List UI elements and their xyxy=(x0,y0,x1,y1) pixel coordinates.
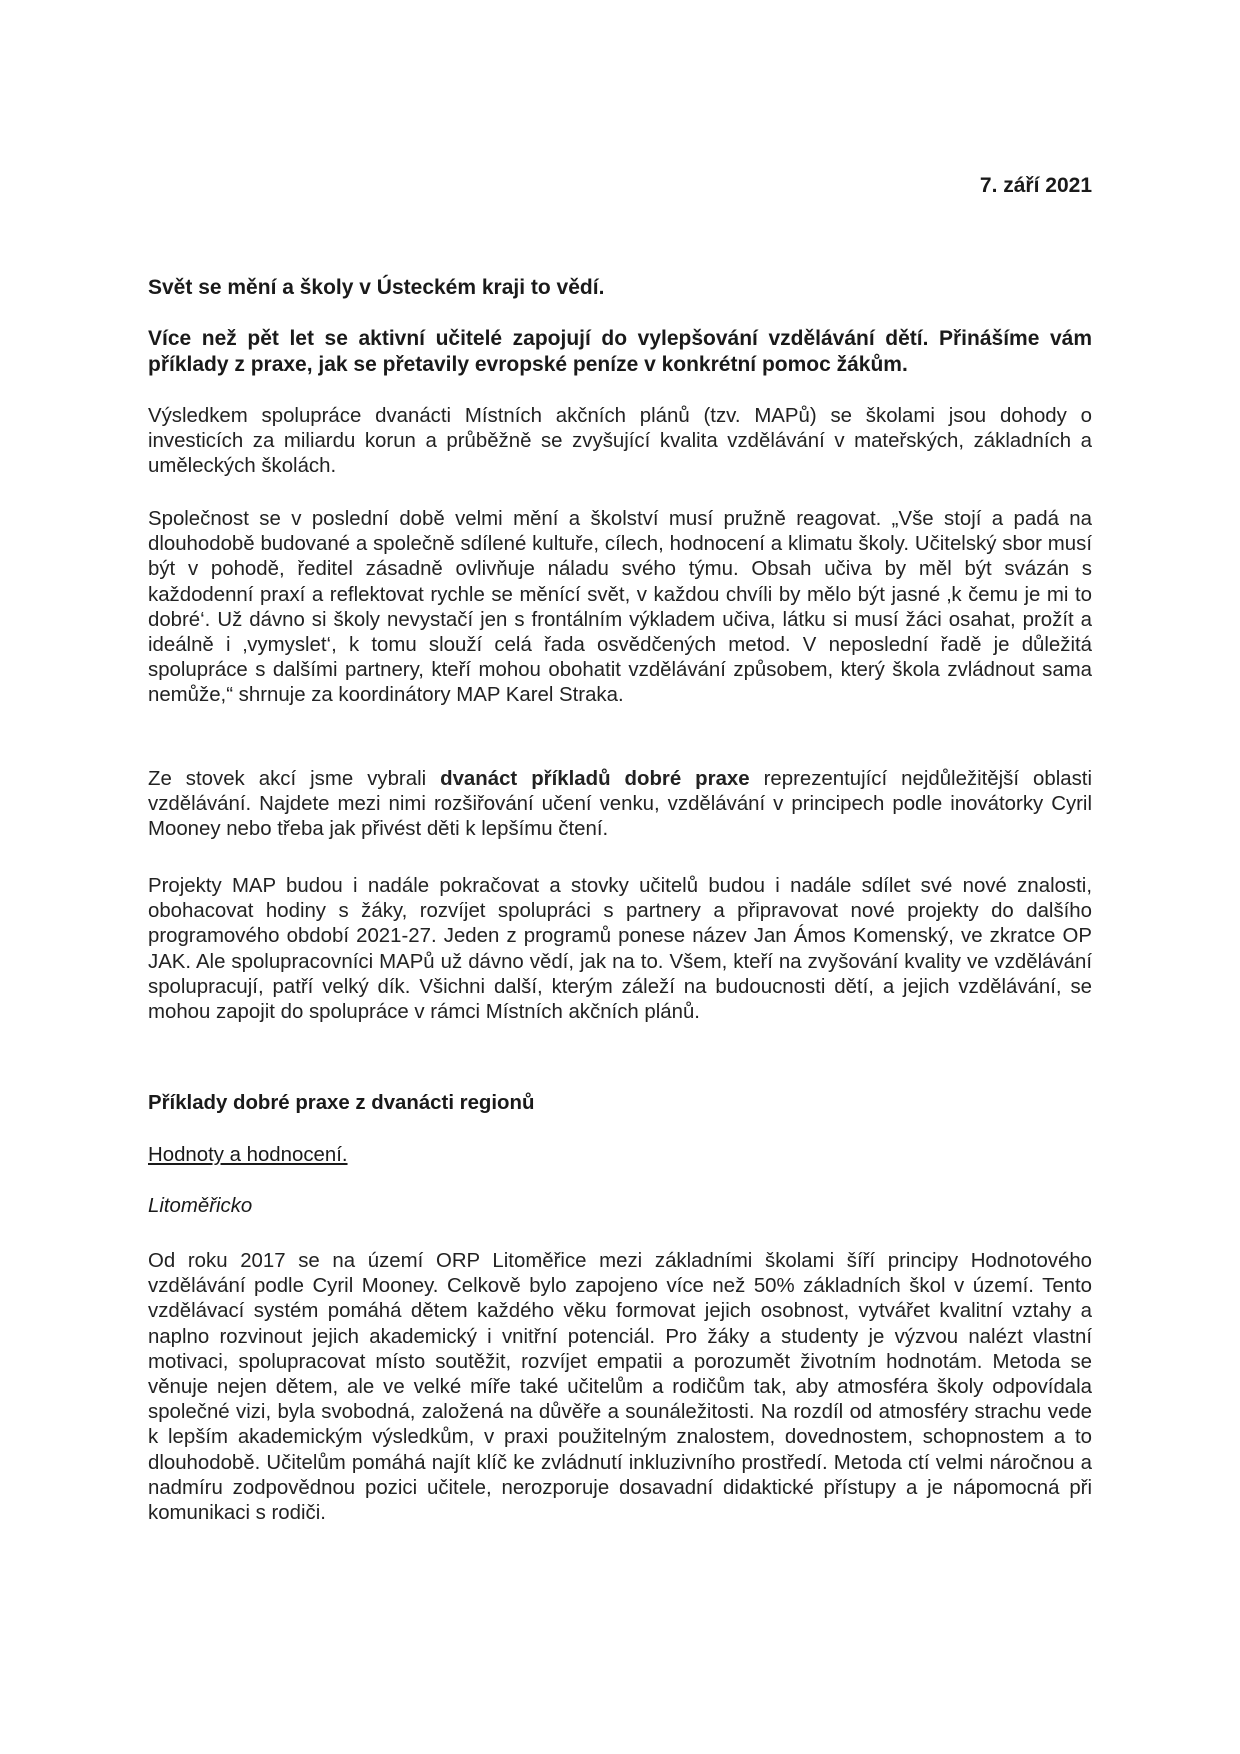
document-date: 7. září 2021 xyxy=(979,174,1092,197)
document-lead: Více než pět let se aktivní učitelé zapojují do vylepšování vzdělávání dětí. Přinášíme vám příklady z praxe, jak se přetavily evropské peníze v konkrétní pomoc žákům. xyxy=(148,327,1092,376)
paragraph-examples xyxy=(148,767,1092,843)
region-name: Litoměřicko xyxy=(148,1195,253,1217)
paragraph-examples-start: Ze stovek akcí jsme vybrali xyxy=(148,768,441,790)
paragraph-examples-highlight: dvanáct příkladů dobré praxe xyxy=(440,768,750,790)
section-title: Příklady dobré praxe z dvanácti regionů xyxy=(148,1092,535,1114)
document-headline: Svět se mění a školy v Ústeckém kraji to vědí. xyxy=(148,276,605,299)
paragraph-results: Výsledkem spolupráce dvanácti Místních akčních plánů (tzv. MAPů) se školami jsou dohody o investicích za miliardu korun a průběžně se zvyšující kvalita vzdělávání v mateřských, základních a uměleckých školách. xyxy=(148,405,1092,478)
paragraph-region-description: Od roku 2017 se na území ORP Litoměřice mezi základními školami šíří principy Hodnotového vzdělávání podle Cyril Mooney. Celkově bylo zapojeno více než 50% základních škol v území. Tento vzdělávací systém pomáhá dětem každého věku formovat jejich osobnost, vytvářet kvalitní vztahy a naplno rozvinout jejich akademický i vnitřní potenciál. Pro žáky a studenty je výzvou nalézt vlastní motivaci, spolupracovat místo soutěžit, rozvíjet empatii a porozumět životním hodnotám. Metoda se věnuje nejen dětem, ale ve velké míře také učitelům a rodičům tak, aby atmosféra školy odpovídala společné vizi, byla svobodná, založená na důvěře a sounáležitosti. Na rozdíl od atmosféry strachu vede k lepším akademickým výsledkům, v praxi použitelným znalostem, dovednostem, schopnostem a to dlouhodobě. Učitelům pomáhá najít klíč ke zvládnutí inkluzivního prostředí. Metoda ctí velmi náročnou a nadmíru zodpovědnou pozici učitele, nerozporuje dosavadní didaktické přístupy a je nápomocná při komunikaci s rodiči. xyxy=(148,1250,1092,1525)
paragraph-quote: Společnost se v poslední době velmi mění a školství musí pružně reagovat. „Vše stojí a padá na dlouhodobě budované a společně sdílené kultuře, cílech, hodnocení a klimatu školy. Učitelský sbor musí být v pohodě, ředitel zásadně ovlivňuje náladu svého týmu. Obsah učiva by měl být svázán s každodenní praxí a reflektovat rychle se měnící svět, v každou chvíli by mělo být jasné ‚k čemu je mi to dobré‘. Už dávno si školy nevystačí jen s frontálním výkladem učiva, látku si musí žáci osahat, prožít a ideálně i ‚vymyslet‘, k tomu slouží celá řada osvědčených metod. V neposlední řadě je důležitá spolupráce s dalšími partnery, kteří mohou obohatit vzdělávání způsobem, který škola zvládnout sama nemůže,“ shrnuje za koordinátory MAP Karel Straka. xyxy=(148,508,1092,707)
paragraph-future: Projekty MAP budou i nadále pokračovat a stovky učitelů budou i nadále sdílet své nové znalosti, obohacovat hodiny s žáky, rozvíjet spolupráci s partnery a připravovat nové projekty do dalšího programového období 2021-27. Jeden z programů ponese název Jan Ámos Komenský, ve zkratce OP JAK. Ale spolupracovníci MAPů už dávno vědí, jak na to. Všem, kteří na zvyšování kvality ve vzdělávání spolupracují, patří velký dík. Všichni další, kterým záleží na budoucnosti dětí, a jejich vzdělávání, se mohou zapojit do spolupráce v rámci Místních akčních plánů. xyxy=(148,875,1092,1024)
paragraph-examples-end: reprezentující nejdůležitější oblasti vzdělávání. Najdete mezi nimi rozšiřování učení venku, vzdělávání v principech podle inovátorky Cyril Mooney nebo třeba jak přivést děti k lepšímu čtení. xyxy=(148,768,1092,841)
subsection-title: Hodnoty a hodnocení. xyxy=(148,1144,348,1166)
